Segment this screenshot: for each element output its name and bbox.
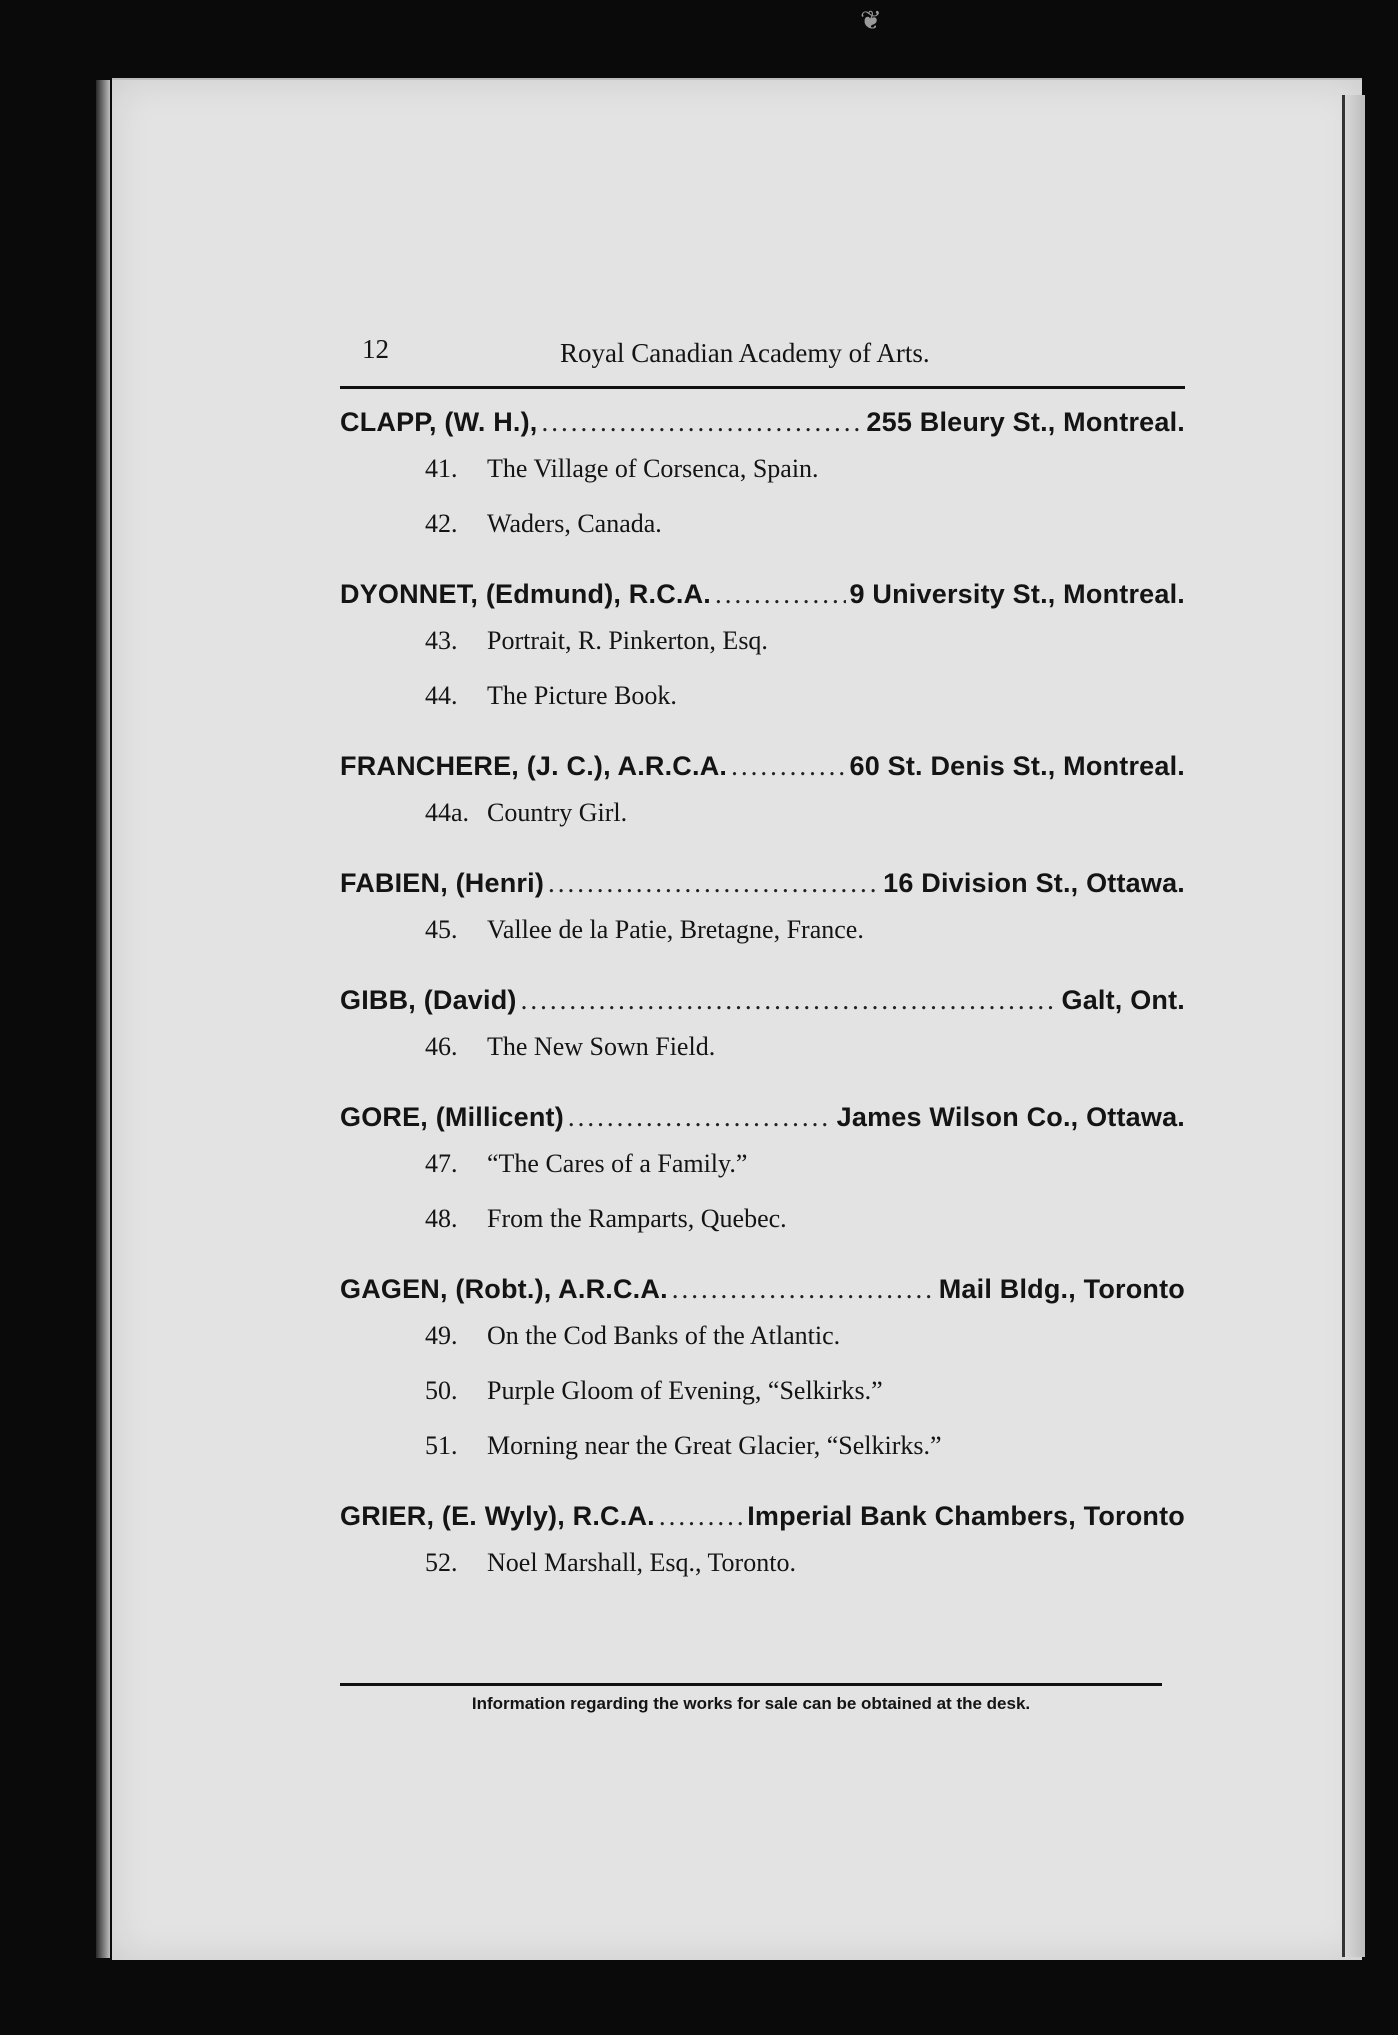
page-left-edge <box>96 80 110 1958</box>
artist-entry <box>340 403 1185 551</box>
dot-leader <box>672 1270 935 1308</box>
artist-name: GIBB, (David) <box>340 985 517 1015</box>
work-item <box>340 902 1185 957</box>
work-title: The Village of Corsenca, Spain. <box>487 454 819 483</box>
work-item <box>340 1418 1185 1473</box>
artist-entry <box>340 1270 1185 1473</box>
artist-address: Galt, Ont. <box>1061 985 1185 1015</box>
artist-entry <box>340 747 1185 840</box>
work-number: 52. <box>425 1548 458 1577</box>
artist-heading <box>340 747 1185 785</box>
artist-name: GRIER, (E. Wyly), R.C.A. <box>340 1501 655 1531</box>
artist-heading <box>340 981 1185 1019</box>
page-header <box>340 330 1185 389</box>
work-number: 49. <box>425 1321 458 1350</box>
work-title: Morning near the Great Glacier, “Selkirks.” <box>487 1431 942 1460</box>
work-title: Waders, Canada. <box>487 509 662 538</box>
artist-heading <box>340 575 1185 613</box>
work-number: 44. <box>425 681 458 710</box>
artist-address: James Wilson Co., Ottawa. <box>836 1102 1185 1132</box>
work-title: Portrait, R. Pinkerton, Esq. <box>487 626 768 655</box>
artist-heading <box>340 1098 1185 1136</box>
work-title: The New Sown Field. <box>487 1032 716 1061</box>
artist-address: 9 University St., Montreal. <box>849 579 1185 609</box>
work-item <box>340 441 1185 496</box>
dot-leader <box>568 1098 833 1136</box>
artist-address: Imperial Bank Chambers, Toronto <box>747 1501 1185 1531</box>
artist-heading <box>340 403 1185 441</box>
artist-name: CLAPP, (W. H.), <box>340 407 538 437</box>
work-number: 50. <box>425 1376 458 1405</box>
work-item <box>340 613 1185 668</box>
artist-entry <box>340 1497 1185 1590</box>
work-number: 48. <box>425 1204 458 1233</box>
artist-name: GORE, (Millicent) <box>340 1102 564 1132</box>
artist-name: GAGEN, (Robt.), A.R.C.A. <box>340 1274 668 1304</box>
work-number: 41. <box>425 454 458 483</box>
work-number: 51. <box>425 1431 458 1460</box>
work-title: Country Girl. <box>487 798 628 827</box>
dot-leader <box>521 981 1058 1019</box>
work-item <box>340 1308 1185 1363</box>
work-item <box>340 1535 1185 1590</box>
artist-heading <box>340 1270 1185 1308</box>
work-number: 46. <box>425 1032 458 1061</box>
footer-note: Information regarding the works for sale can be obtained at the desk. <box>340 1683 1162 1714</box>
work-number: 43. <box>425 626 458 655</box>
work-item <box>340 1136 1185 1191</box>
artist-entry <box>340 981 1185 1074</box>
work-number: 47. <box>425 1149 458 1178</box>
artist-name: FABIEN, (Henri) <box>340 868 545 898</box>
work-item <box>340 1191 1185 1246</box>
work-number: 42. <box>425 509 458 538</box>
running-title: Royal Canadian Academy of Arts. <box>560 338 930 368</box>
work-title: Purple Gloom of Evening, “Selkirks.” <box>487 1376 883 1405</box>
dot-leader <box>715 575 846 613</box>
artist-name: FRANCHERE, (J. C.), A.R.C.A. <box>340 751 728 781</box>
work-number: 45. <box>425 915 458 944</box>
artist-address: 16 Division St., Ottawa. <box>883 868 1185 898</box>
artist-address: Mail Bldg., Toronto <box>938 1274 1185 1304</box>
dot-leader <box>731 747 845 785</box>
work-title: Noel Marshall, Esq., Toronto. <box>487 1548 796 1577</box>
work-title: On the Cod Banks of the Atlantic. <box>487 1321 841 1350</box>
artist-entry <box>340 575 1185 723</box>
work-title: The Picture Book. <box>487 681 677 710</box>
work-title: Vallee de la Patie, Bretagne, France. <box>487 915 864 944</box>
work-item <box>340 1363 1185 1418</box>
work-number: 44a. <box>425 798 470 827</box>
dot-leader <box>548 864 879 902</box>
artist-name: DYONNET, (Edmund), R.C.A. <box>340 579 711 609</box>
artist-entry <box>340 864 1185 957</box>
artist-heading <box>340 1497 1185 1535</box>
artist-address: 60 St. Denis St., Montreal. <box>849 751 1185 781</box>
work-item <box>340 496 1185 551</box>
work-item <box>340 1019 1185 1074</box>
artist-heading <box>340 864 1185 902</box>
work-title: “The Cares of a Family.” <box>487 1149 748 1178</box>
work-item <box>340 668 1185 723</box>
dot-leader <box>659 1497 743 1535</box>
work-item <box>340 785 1185 840</box>
page-content <box>340 330 1185 1614</box>
artist-entry <box>340 1098 1185 1246</box>
artist-address: 255 Bleury St., Montreal. <box>866 407 1185 437</box>
work-title: From the Ramparts, Quebec. <box>487 1204 787 1233</box>
page-right-edge <box>1342 95 1365 1957</box>
artist-entries <box>340 403 1185 1614</box>
dot-leader <box>542 403 863 441</box>
page-number: 12 <box>362 334 389 364</box>
ink-smudge-mark: ❦ <box>860 6 882 36</box>
